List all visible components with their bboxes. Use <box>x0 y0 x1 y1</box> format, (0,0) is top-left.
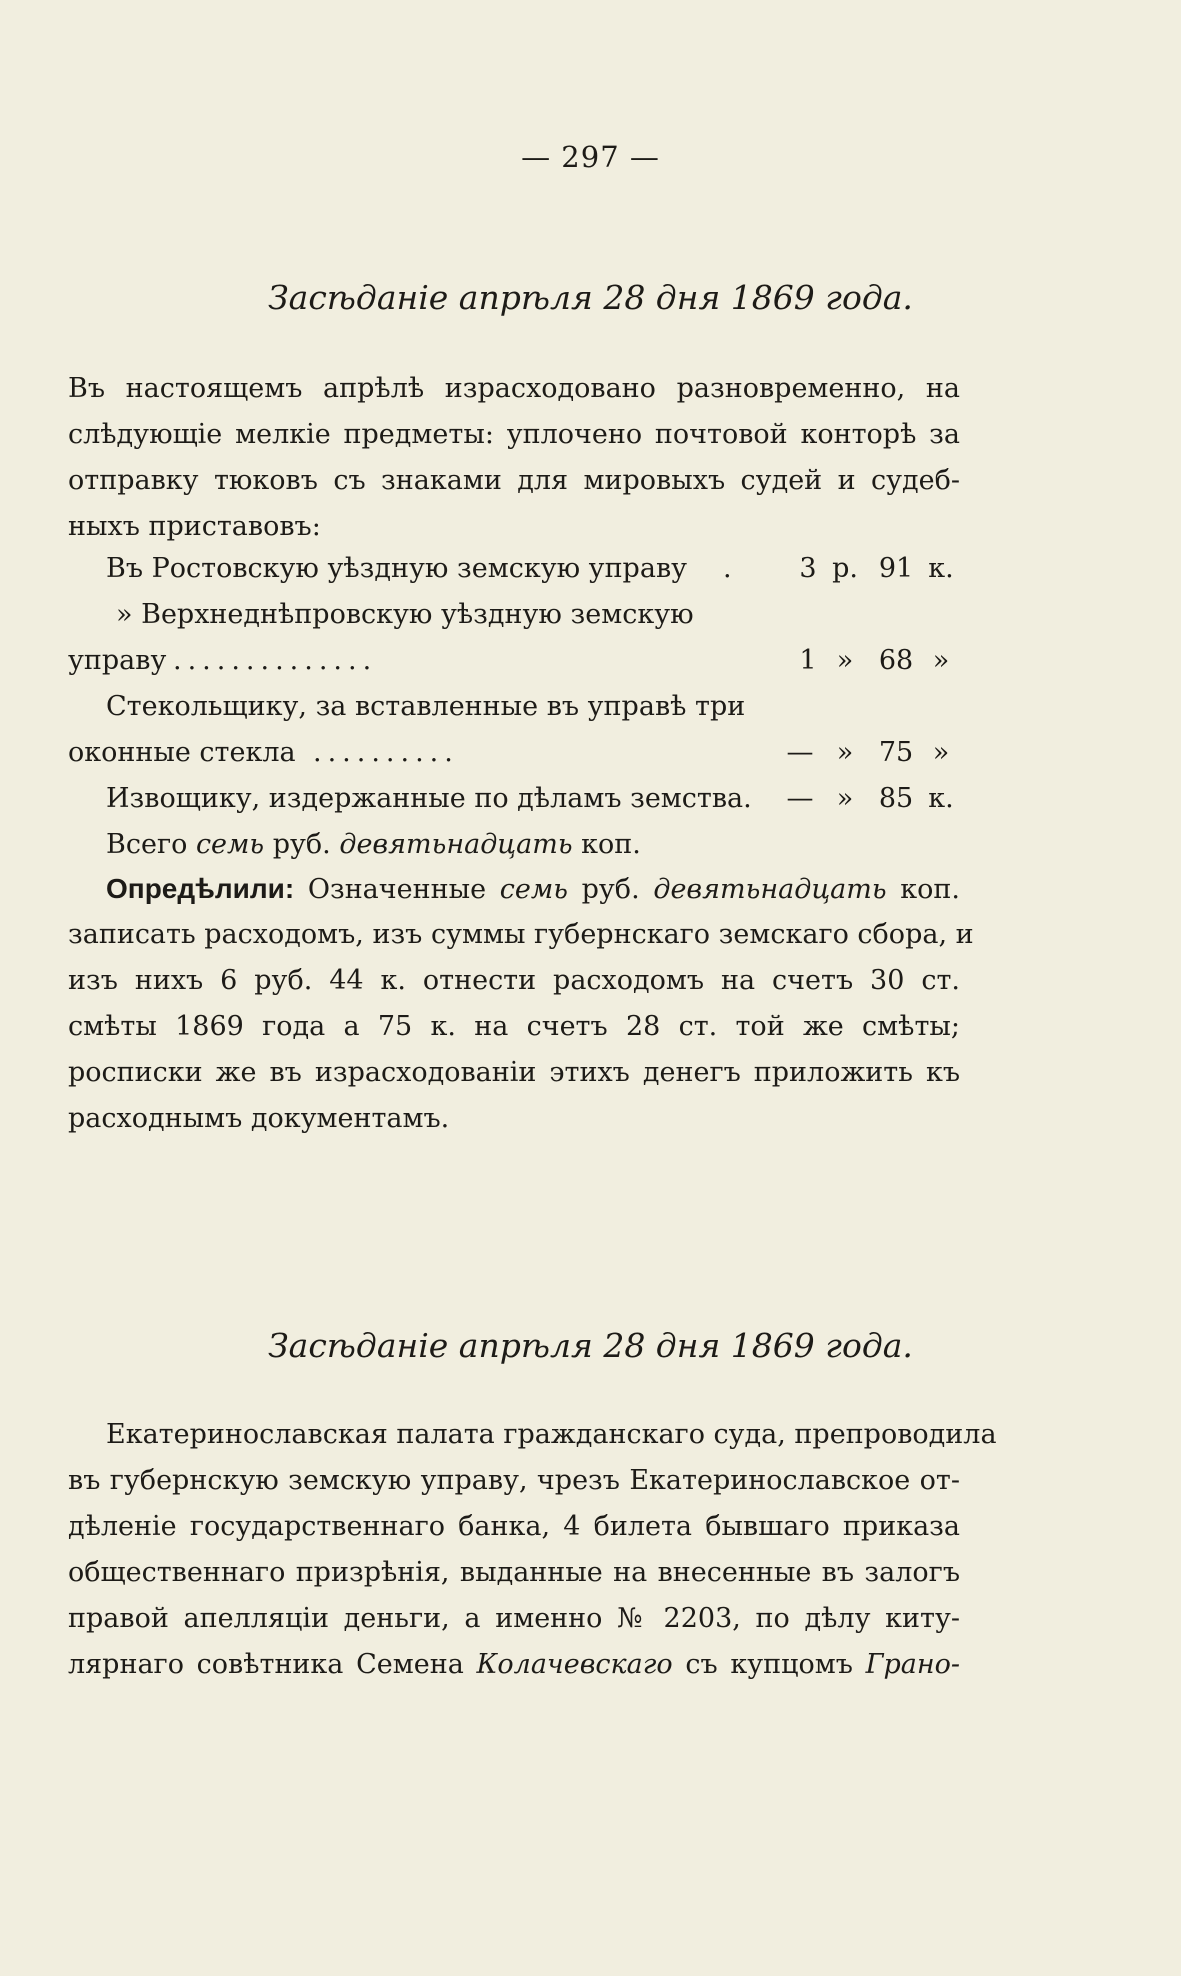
page-number: — 297 — <box>521 140 660 174</box>
total-line <box>106 822 998 868</box>
para-line: отправку тюковъ съ знаками для мировыхъ судей и судеб- <box>68 465 960 496</box>
expense-unit: р. <box>832 553 858 584</box>
expense-label: Извощику, издержанные по дѣламъ земства. <box>106 783 752 814</box>
expense-unit: к. <box>928 783 954 814</box>
para-line: дѣленіе государственнаго банка, 4 билета бывшаго приказа <box>68 1511 960 1542</box>
expense-label: управу <box>68 645 167 676</box>
resolution-line: смѣты 1869 года а 75 к. на счетъ 28 ст. той же смѣты; <box>68 1011 960 1042</box>
expense-rub: — <box>786 737 814 768</box>
resolution-kop-words: девятьнадцать <box>653 874 887 905</box>
para-line: Въ настоящемъ апрѣлѣ израсходовано разновременно, на <box>68 373 960 404</box>
expense-label: » Верхнеднѣпровскую уѣздную земскую <box>116 599 694 630</box>
resolution-rub-words: семь <box>499 874 568 905</box>
expense-rub: 1 <box>799 645 817 676</box>
expense-unit: » <box>836 737 854 768</box>
para-line: правой апелляціи деньги, а именно № 2203, по дѣлу киту- <box>68 1603 960 1634</box>
text-run: лярнаго совѣтника Семена <box>68 1649 464 1680</box>
expense-row <box>68 592 960 638</box>
expense-row <box>68 730 960 776</box>
resolution-text: Означенные <box>307 874 487 905</box>
expense-kop: 91 <box>878 553 914 584</box>
resolution-text: коп. <box>900 874 960 905</box>
expense-label: Въ Ростовскую уѣздную земскую управу <box>106 553 688 584</box>
section-2-heading: Засѣданіе апрѣля 28 дня 1869 года. <box>268 1326 913 1365</box>
person-name: Колачевскаго <box>476 1649 673 1680</box>
total-prefix: Всего <box>106 829 188 860</box>
expense-unit: к. <box>928 553 954 584</box>
expense-row <box>68 638 960 684</box>
total-kop: коп. <box>581 829 641 860</box>
expense-unit: » <box>836 783 854 814</box>
total-kop-words: девятьнадцать <box>339 829 573 860</box>
para-line: ныхъ приставовъ: <box>68 511 321 542</box>
para-line: Екатеринославская палата гражданскаго суда, препроводила <box>106 1419 997 1450</box>
resolution-line: записать расходомъ, изъ суммы губернскаго земскаго сбора, и <box>68 919 974 950</box>
resolution-line: изъ нихъ 6 руб. 44 к. отнести расходомъ на счетъ 30 ст. <box>68 965 960 996</box>
resolution-line: расходнымъ документамъ. <box>68 1103 450 1134</box>
expense-unit: » <box>836 645 854 676</box>
resolution-first-line <box>106 866 960 913</box>
expense-label: Стекольщику, за вставленные въ управѣ три <box>106 691 746 722</box>
resolution-label: Опредѣлили: <box>106 873 295 904</box>
text-run: съ купцомъ <box>685 1649 853 1680</box>
resolution-text: руб. <box>581 874 640 905</box>
section-1-heading: Засѣданіе апрѣля 28 дня 1869 года. <box>268 278 913 317</box>
para-line: общественнаго призрѣнія, выданные на внесенные въ залогъ <box>68 1557 960 1588</box>
expense-unit: » <box>932 737 950 768</box>
expense-label: оконные стекла <box>68 737 296 768</box>
para-line-last <box>68 1642 960 1688</box>
para-line: въ губернскую земскую управу, чрезъ Екатеринославское от- <box>68 1465 960 1496</box>
expense-row <box>68 546 960 592</box>
expense-kop: 68 <box>878 645 914 676</box>
expense-rub: 3 <box>799 553 817 584</box>
expense-dots: . <box>723 553 738 584</box>
expense-dots: .......... <box>313 737 459 768</box>
para-line: слѣдующіе мелкіе предметы: уплочено почтовой конторѣ за <box>68 419 960 450</box>
total-rub-words: семь <box>195 829 265 860</box>
person-name: Грано- <box>865 1649 960 1680</box>
total-rub: руб. <box>272 829 331 860</box>
expense-kop: 75 <box>878 737 914 768</box>
resolution-line: росписки же въ израсходованіи этихъ денегъ приложить къ <box>68 1057 960 1088</box>
expense-unit: » <box>932 645 950 676</box>
expense-row <box>68 684 960 730</box>
expense-rub: — <box>786 783 814 814</box>
expense-dots: .............. <box>173 645 378 676</box>
expense-kop: 85 <box>878 783 914 814</box>
expense-row <box>68 776 960 822</box>
